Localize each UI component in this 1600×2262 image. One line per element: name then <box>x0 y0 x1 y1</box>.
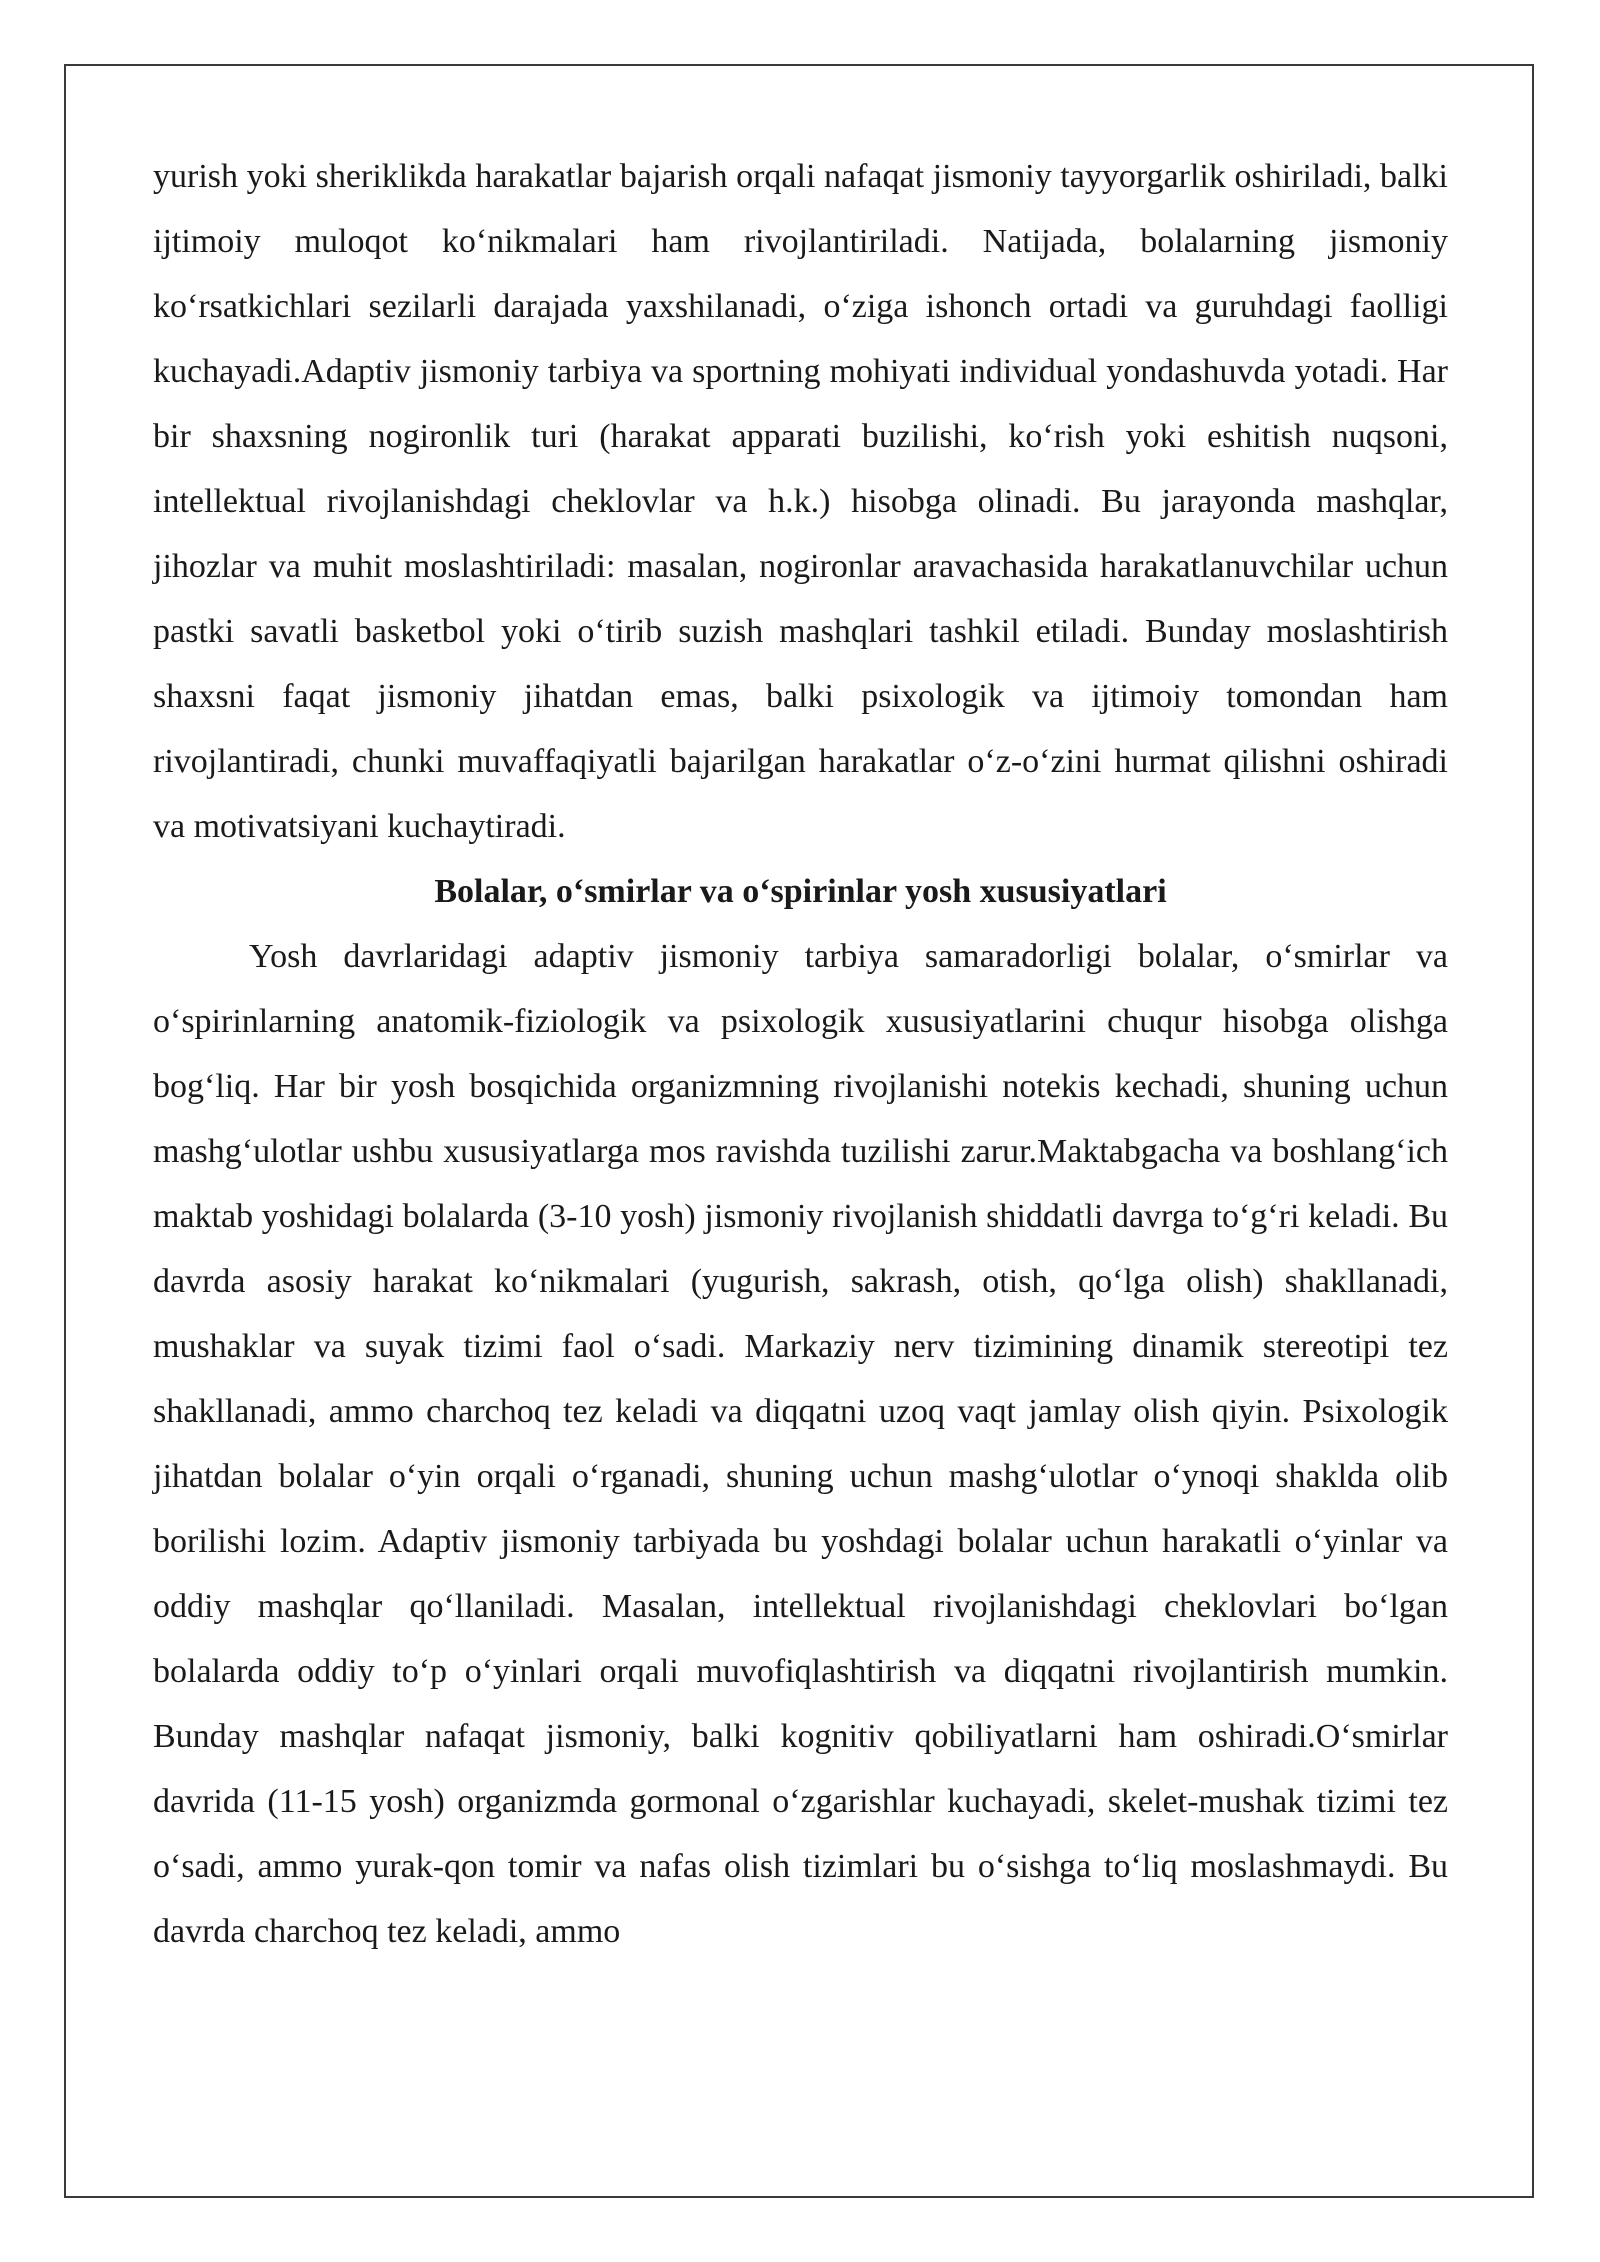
paragraph-age-features: Yosh davrlaridagi adaptiv jismoniy tarbiya samaradorligi bolalar, o‘smirlar va o‘spirinlarning anatomik-fiziologik va psixologik xususiyatlarini chuqur hisobga olishga bog‘liq. Har bir yosh bosqichida organizmning rivojlanishi notekis kechadi, shuning uchun mashg‘ulotlar ushbu xususiyatlarga mos ravishda tuzilishi zarur.Maktabgacha va boshlang‘ich maktab yoshidagi bolalarda (3-10 yosh) jismoniy rivojlanish shiddatli davrga to‘g‘ri keladi. Bu davrda asosiy harakat ko‘nikmalari (yugurish, sakrash, otish, qo‘lga olish) shakllanadi, mushaklar va suyak tizimi faol o‘sadi. Markaziy nerv tizimining dinamik stereotipi tez shakllanadi, ammo charchoq tez keladi va diqqatni uzoq vaqt jamlay olish qiyin. Psixologik jihatdan bolalar o‘yin orqali o‘rganadi, shuning uchun mashg‘ulotlar o‘ynoqi shaklda olib borilishi lozim. Adaptiv jismoniy tarbiyada bu yoshdagi bolalar uchun harakatli o‘yinlar va oddiy mashqlar qo‘llaniladi. Masalan, intellektual rivojlanishdagi cheklovlari bo‘lgan bolalarda oddiy to‘p o‘yinlari orqali muvofiqlashtirish va diqqatni rivojlantirish mumkin. Bunday mashqlar nafaqat jismoniy, balki kognitiv qobiliyatlarni ham oshiradi.O‘smirlar davrida (11-15 yosh) organizmda gormonal o‘zgarishlar kuchayadi, skelet-mushak tizimi tez o‘sadi, ammo yurak-qon tomir va nafas olish tizimlari bu o‘sishga to‘liq moslashmaydi. Bu davrda charchoq tez keladi, ammo <box>153 938 1448 1950</box>
paragraph-continued: yurish yoki sheriklikda harakatlar bajarish orqali nafaqat jismoniy tayyorgarlik oshiriladi, balki ijtimoiy muloqot ko‘nikmalari ham rivojlantiriladi. Natijada, bolalarning jismoniy ko‘rsatkichlari sezilarli darajada yaxshilanadi, o‘ziga ishonch ortadi va guruhdagi faolligi kuchayadi.Adaptiv jismoniy tarbiya va sportning mohiyati individual yondashuvda yotadi. Har bir shaxsning nogironlik turi (harakat apparati buzilishi, ko‘rish yoki eshitish nuqsoni, intellektual rivojlanishdagi cheklovlar va h.k.) hisobga olinadi. Bu jarayonda mashqlar, jihozlar va muhit moslashtiriladi: masalan, nogironlar aravachasida harakatlanuvchilar uchun pastki savatli basketbol yoki o‘tirib suzish mashqlari tashkil etiladi. Bunday moslashtirish shaxsni faqat jismoniy jihatdan emas, balki psixologik va ijtimoiy tomondan ham rivojlantiradi, chunki muvaffaqiyatli bajarilgan harakatlar o‘z-o‘zini hurmat qilishni oshiradi va motivatsiyani kuchaytiradi. <box>153 158 1448 845</box>
section-heading: Bolalar, o‘smirlar va o‘spirinlar yosh xususiyatlari <box>434 873 1167 910</box>
document-body <box>153 144 1448 1964</box>
